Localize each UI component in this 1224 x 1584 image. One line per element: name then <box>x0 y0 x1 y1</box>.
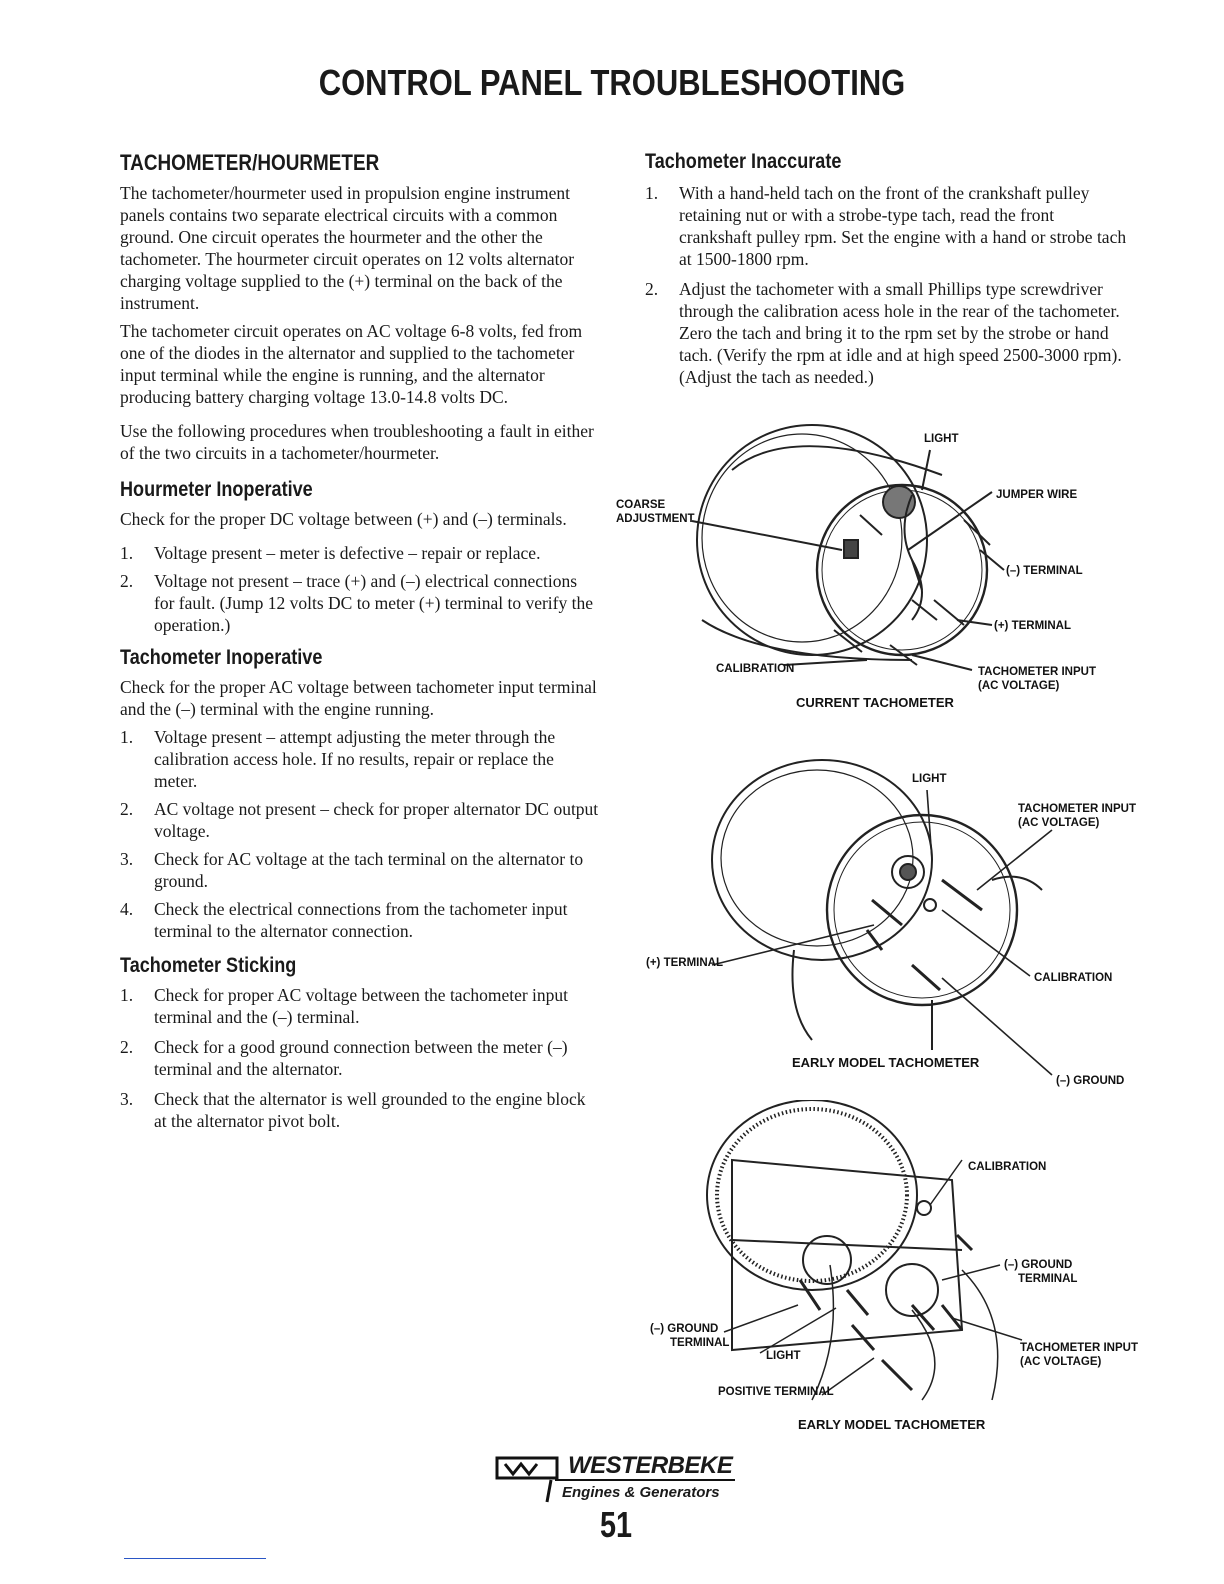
label-light: LIGHT <box>924 433 959 445</box>
label-coarse: COARSE <box>616 499 666 511</box>
list-item: 2. Voltage not present – trace (+) and (–) electrical connections for fault. (Jump 12 volts DC to meter (+) terminal to verify the operation.) <box>120 571 594 635</box>
label-adjustment: ADJUSTMENT <box>616 513 695 525</box>
subheading-tachometer-inaccurate: Tachometer Inaccurate <box>645 150 842 173</box>
list-item: 2. AC voltage not present – check for proper alternator DC output voltage. <box>120 799 599 841</box>
section-heading-tachometer-hourmeter: TACHOMETER/HOURMETER <box>120 150 380 175</box>
label-ground-terminal-right-2: TERMINAL <box>1018 1273 1078 1285</box>
label-neg-terminal: (–) TERMINAL <box>1006 565 1083 577</box>
label-tach-input: TACHOMETER INPUT <box>978 666 1096 678</box>
label-positive-terminal: POSITIVE TERMINAL <box>718 1386 834 1398</box>
tach-sticking-steps <box>120 984 600 1132</box>
caption-early-model-tachometer: EARLY MODEL TACHOMETER <box>792 1055 980 1070</box>
tach-inop-check-text: Check for the proper AC voltage between tachometer input terminal and the (–) terminal with the engine running. <box>120 677 597 719</box>
label-tach-input: TACHOMETER INPUT <box>1020 1342 1138 1354</box>
label-light: LIGHT <box>912 773 947 785</box>
label-ground-terminal-right: (–) GROUND <box>1004 1259 1073 1271</box>
tach-inop-steps <box>120 726 600 942</box>
list-item: 4. Check the electrical connections from the tachometer input terminal to the alternator connection. <box>120 899 568 941</box>
list-item: 3. Check for AC voltage at the tach terminal on the alternator to ground. <box>120 849 584 891</box>
list-item: 2. Adjust the tachometer with a small Phillips type screwdriver through the calibration acess hole in the rear of the tachometer. Zero the tach and bring it to the rpm set by the strobe or hand tach. (Verify the rpm at idle and at high speed 2500-3000 rpm). (Adjust the tach as needed.) <box>645 279 1122 387</box>
brand-name: WESTERBEKE <box>568 1452 733 1479</box>
list-item: 3. Check that the alternator is well grounded to the engine block at the alternator pivot bolt. <box>120 1089 586 1131</box>
figure-early-model-tachometer-1 <box>612 750 1152 1095</box>
subheading-hourmeter-inoperative: Hourmeter Inoperative <box>120 478 313 501</box>
label-tach-input: TACHOMETER INPUT <box>1018 803 1136 815</box>
subheading-tachometer-inoperative: Tachometer Inoperative <box>120 646 323 669</box>
list-item: 1. Voltage present – attempt adjusting the meter through the calibration access hole. If no results, repair or replace the meter. <box>120 727 556 791</box>
figure-current-tachometer <box>612 420 1152 720</box>
intro-paragraph: The tachometer/hourmeter used in propulsion engine instrument panels contains two separate electrical circuits with a common ground. One circuit operates the hourmeter and the other the tachometer. The hourmeter circuit operates on 12 volts alternator charging voltage supplied to the (+) terminal on the back of the instrument. <box>120 183 575 313</box>
intro-paragraph: Use the following procedures when troubleshooting a fault in either of the two circuits in a tachometer/hourmeter. <box>120 421 594 463</box>
label-ground-terminal-left-2: TERMINAL <box>670 1337 730 1349</box>
label-light: LIGHT <box>766 1350 801 1362</box>
right-column <box>645 150 1130 388</box>
label-ac-voltage: (AC VOLTAGE) <box>978 680 1060 692</box>
label-jumper-wire: JUMPER WIRE <box>996 489 1078 501</box>
label-calibration: CALIBRATION <box>1034 972 1113 984</box>
figure-early-model-tachometer-2 <box>612 1100 1152 1440</box>
list-item: 1. Voltage present – meter is defective – repair or replace. <box>120 543 541 563</box>
subheading-tachometer-sticking: Tachometer Sticking <box>120 954 297 977</box>
label-ground: (–) GROUND <box>1056 1075 1125 1087</box>
label-ac-voltage: (AC VOLTAGE) <box>1020 1356 1102 1368</box>
label-calibration: CALIBRATION <box>716 663 795 675</box>
label-pos-terminal: (+) TERMINAL <box>994 620 1071 632</box>
page-number: 51 <box>600 1504 633 1545</box>
brand-tagline: Engines & Generators <box>562 1484 720 1501</box>
caption-early-model-tachometer-2: EARLY MODEL TACHOMETER <box>798 1417 986 1432</box>
label-calibration: CALIBRATION <box>968 1161 1047 1173</box>
intro-paragraph: The tachometer circuit operates on AC voltage 6-8 volts, fed from one of the diodes in the alternator and supplied to the tachometer input terminal while the engine is running, and the alternator producing battery charging voltage 13.0-14.8 volts DC. <box>120 321 583 407</box>
list-item: 1. With a hand-held tach on the front of the crankshaft pulley retaining nut or with a strobe-type tach, read the front crankshaft pulley rpm. Set the engine with a hand or strobe tach at 1500-1800 rpm. <box>645 183 1127 269</box>
caption-current-tachometer: CURRENT TACHOMETER <box>796 695 954 710</box>
page-title: CONTROL PANEL TROUBLESHOOTING <box>318 62 906 103</box>
hourmeter-check-text: Check for the proper DC voltage between (+) and (–) terminals. <box>120 509 567 529</box>
label-ground-terminal-left: (–) GROUND <box>650 1323 719 1335</box>
footer-rule <box>124 1558 266 1559</box>
label-pos-terminal: (+) TERMINAL <box>646 957 723 969</box>
list-item: 2. Check for a good ground connection between the meter (–) terminal and the alternator. <box>120 1037 568 1079</box>
list-item: 1. Check for proper AC voltage between the tachometer input terminal and the (–) terminal. <box>120 985 569 1027</box>
label-ac-voltage: (AC VOLTAGE) <box>1018 817 1100 829</box>
hourmeter-steps <box>120 542 600 636</box>
left-column <box>120 150 600 1132</box>
tach-inaccurate-steps <box>645 182 1130 388</box>
